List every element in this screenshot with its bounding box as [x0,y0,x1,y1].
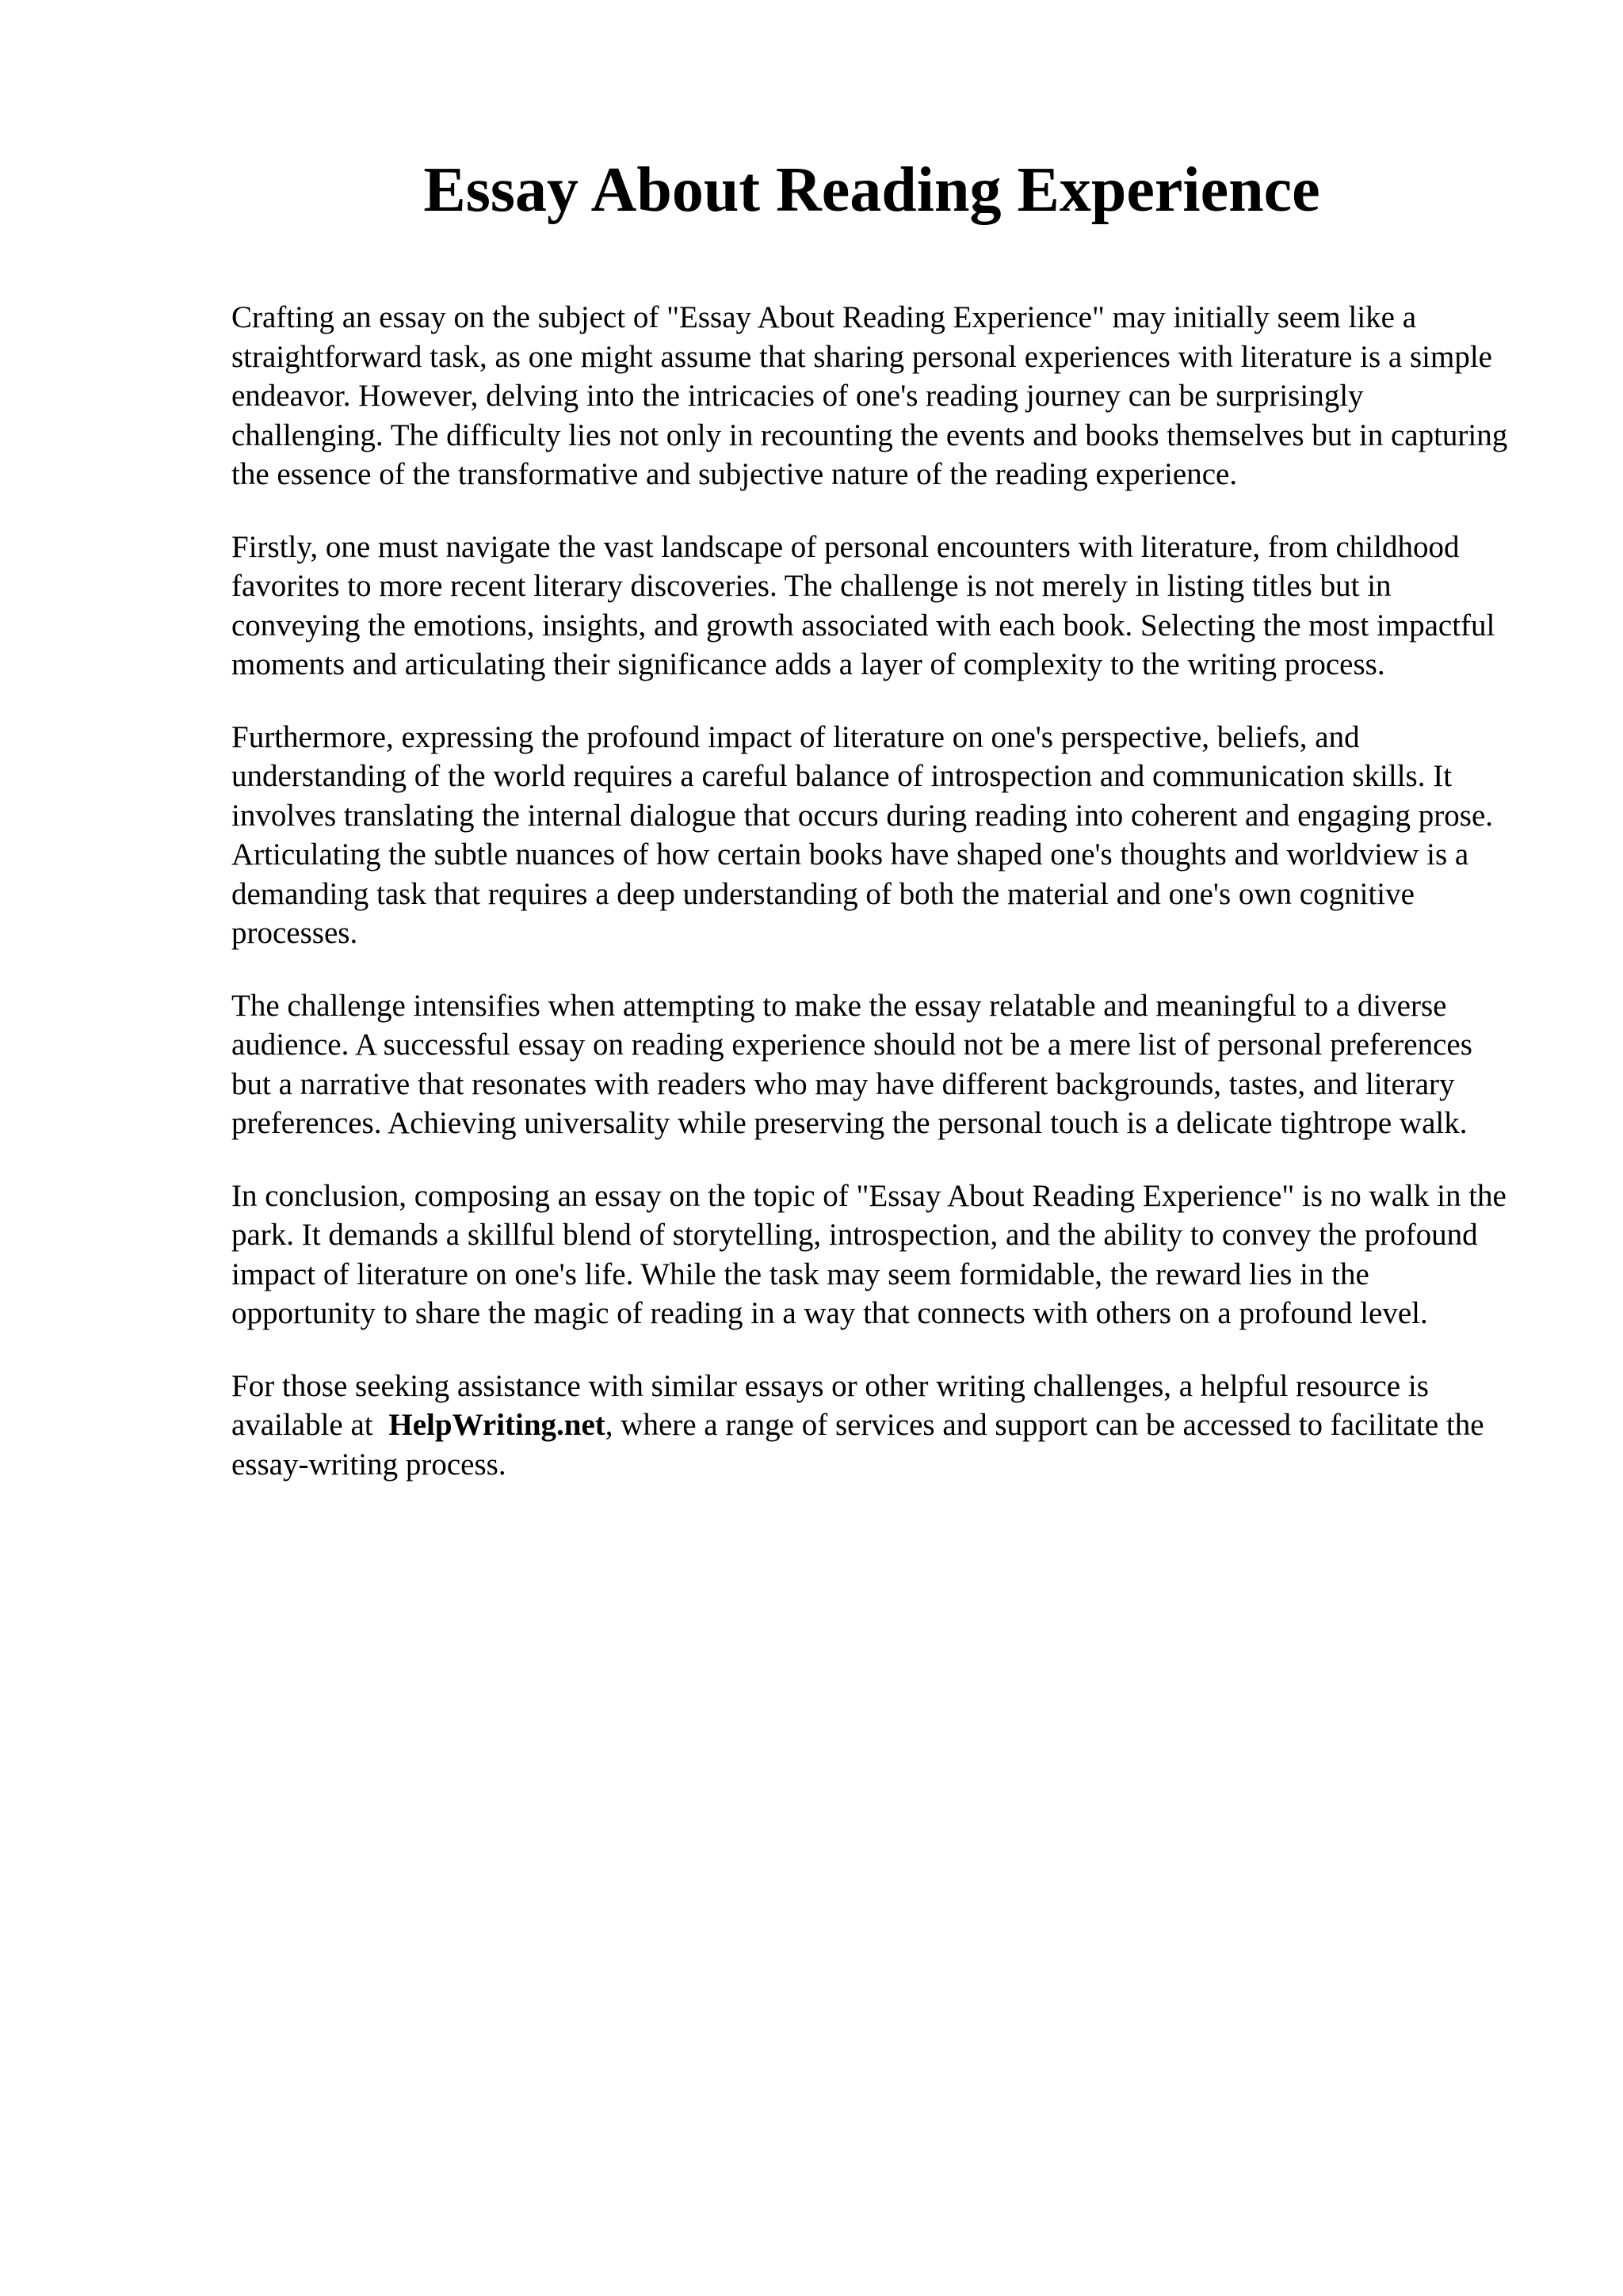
closing-text-after-link: , where a range of services and support can be accessed to facilitate the essay-writing process. [231,1408,1484,1482]
closing-paragraph [231,1367,1519,1485]
paragraph-5: In conclusion, composing an essay on the topic of "Essay About Reading Experience" is no walk in the park. It demands a skillful blend of storytelling, introspection, and the ability to convey the profound impact of literature on one's life. While the task may seem formidable, the reward lies in the opportunity to share the magic of reading in a way that connects with others on a profound level. [231,1178,1507,1330]
document-body [231,298,1519,1517]
paragraph-1: Crafting an essay on the subject of "Essay About Reading Experience" may initially seem like a straightforward task, as one might assume that sharing personal experiences with literature is a simple endeavor. However, delving into the intricacies of one's reading journey can be surprisingly challenging. The difficulty lies not only in recounting the events and books themselves but in capturing the essence of the transformative and subjective nature of the reading experience. [231,300,1508,491]
paragraph-2: Firstly, one must navigate the vast landscape of personal encounters with literature, from childhood favorites to more recent literary discoveries. The challenge is not merely in listing titles but in conveying the emotions, insights, and growth associated with each book. Selecting the most impactful moments and articulating their significance adds a layer of complexity to the writing process. [231,529,1495,681]
closing-text-before-link: For those seeking assistance with similar essays or other writing challenges, a helpful resource is available at [231,1368,1429,1442]
paragraph-3: Furthermore, expressing the profound impact of literature on one's perspective, beliefs, and understanding of the world requires a careful balance of introspection and communication skills. It involves translating the internal dialogue that occurs during reading into coherent and engaging prose. Articulating the subtle nuances of how certain books have shaped one's thoughts and worldview is a demanding task that requires a deep understanding of both the material and one's own cognitive processes. [231,719,1494,950]
helpwriting-link[interactable]: HelpWriting.net [388,1408,605,1442]
document-title: Essay About Reading Experience [423,155,1320,225]
paragraph-4: The challenge intensifies when attempting to make the essay relatable and meaningful to a diverse audience. A successful essay on reading experience should not be a mere list of personal preferences but a narrative that resonates with readers who may have different backgrounds, tastes, and literary preferences. Achieving universality while preserving the personal touch is a delicate tightrope walk. [231,988,1472,1140]
